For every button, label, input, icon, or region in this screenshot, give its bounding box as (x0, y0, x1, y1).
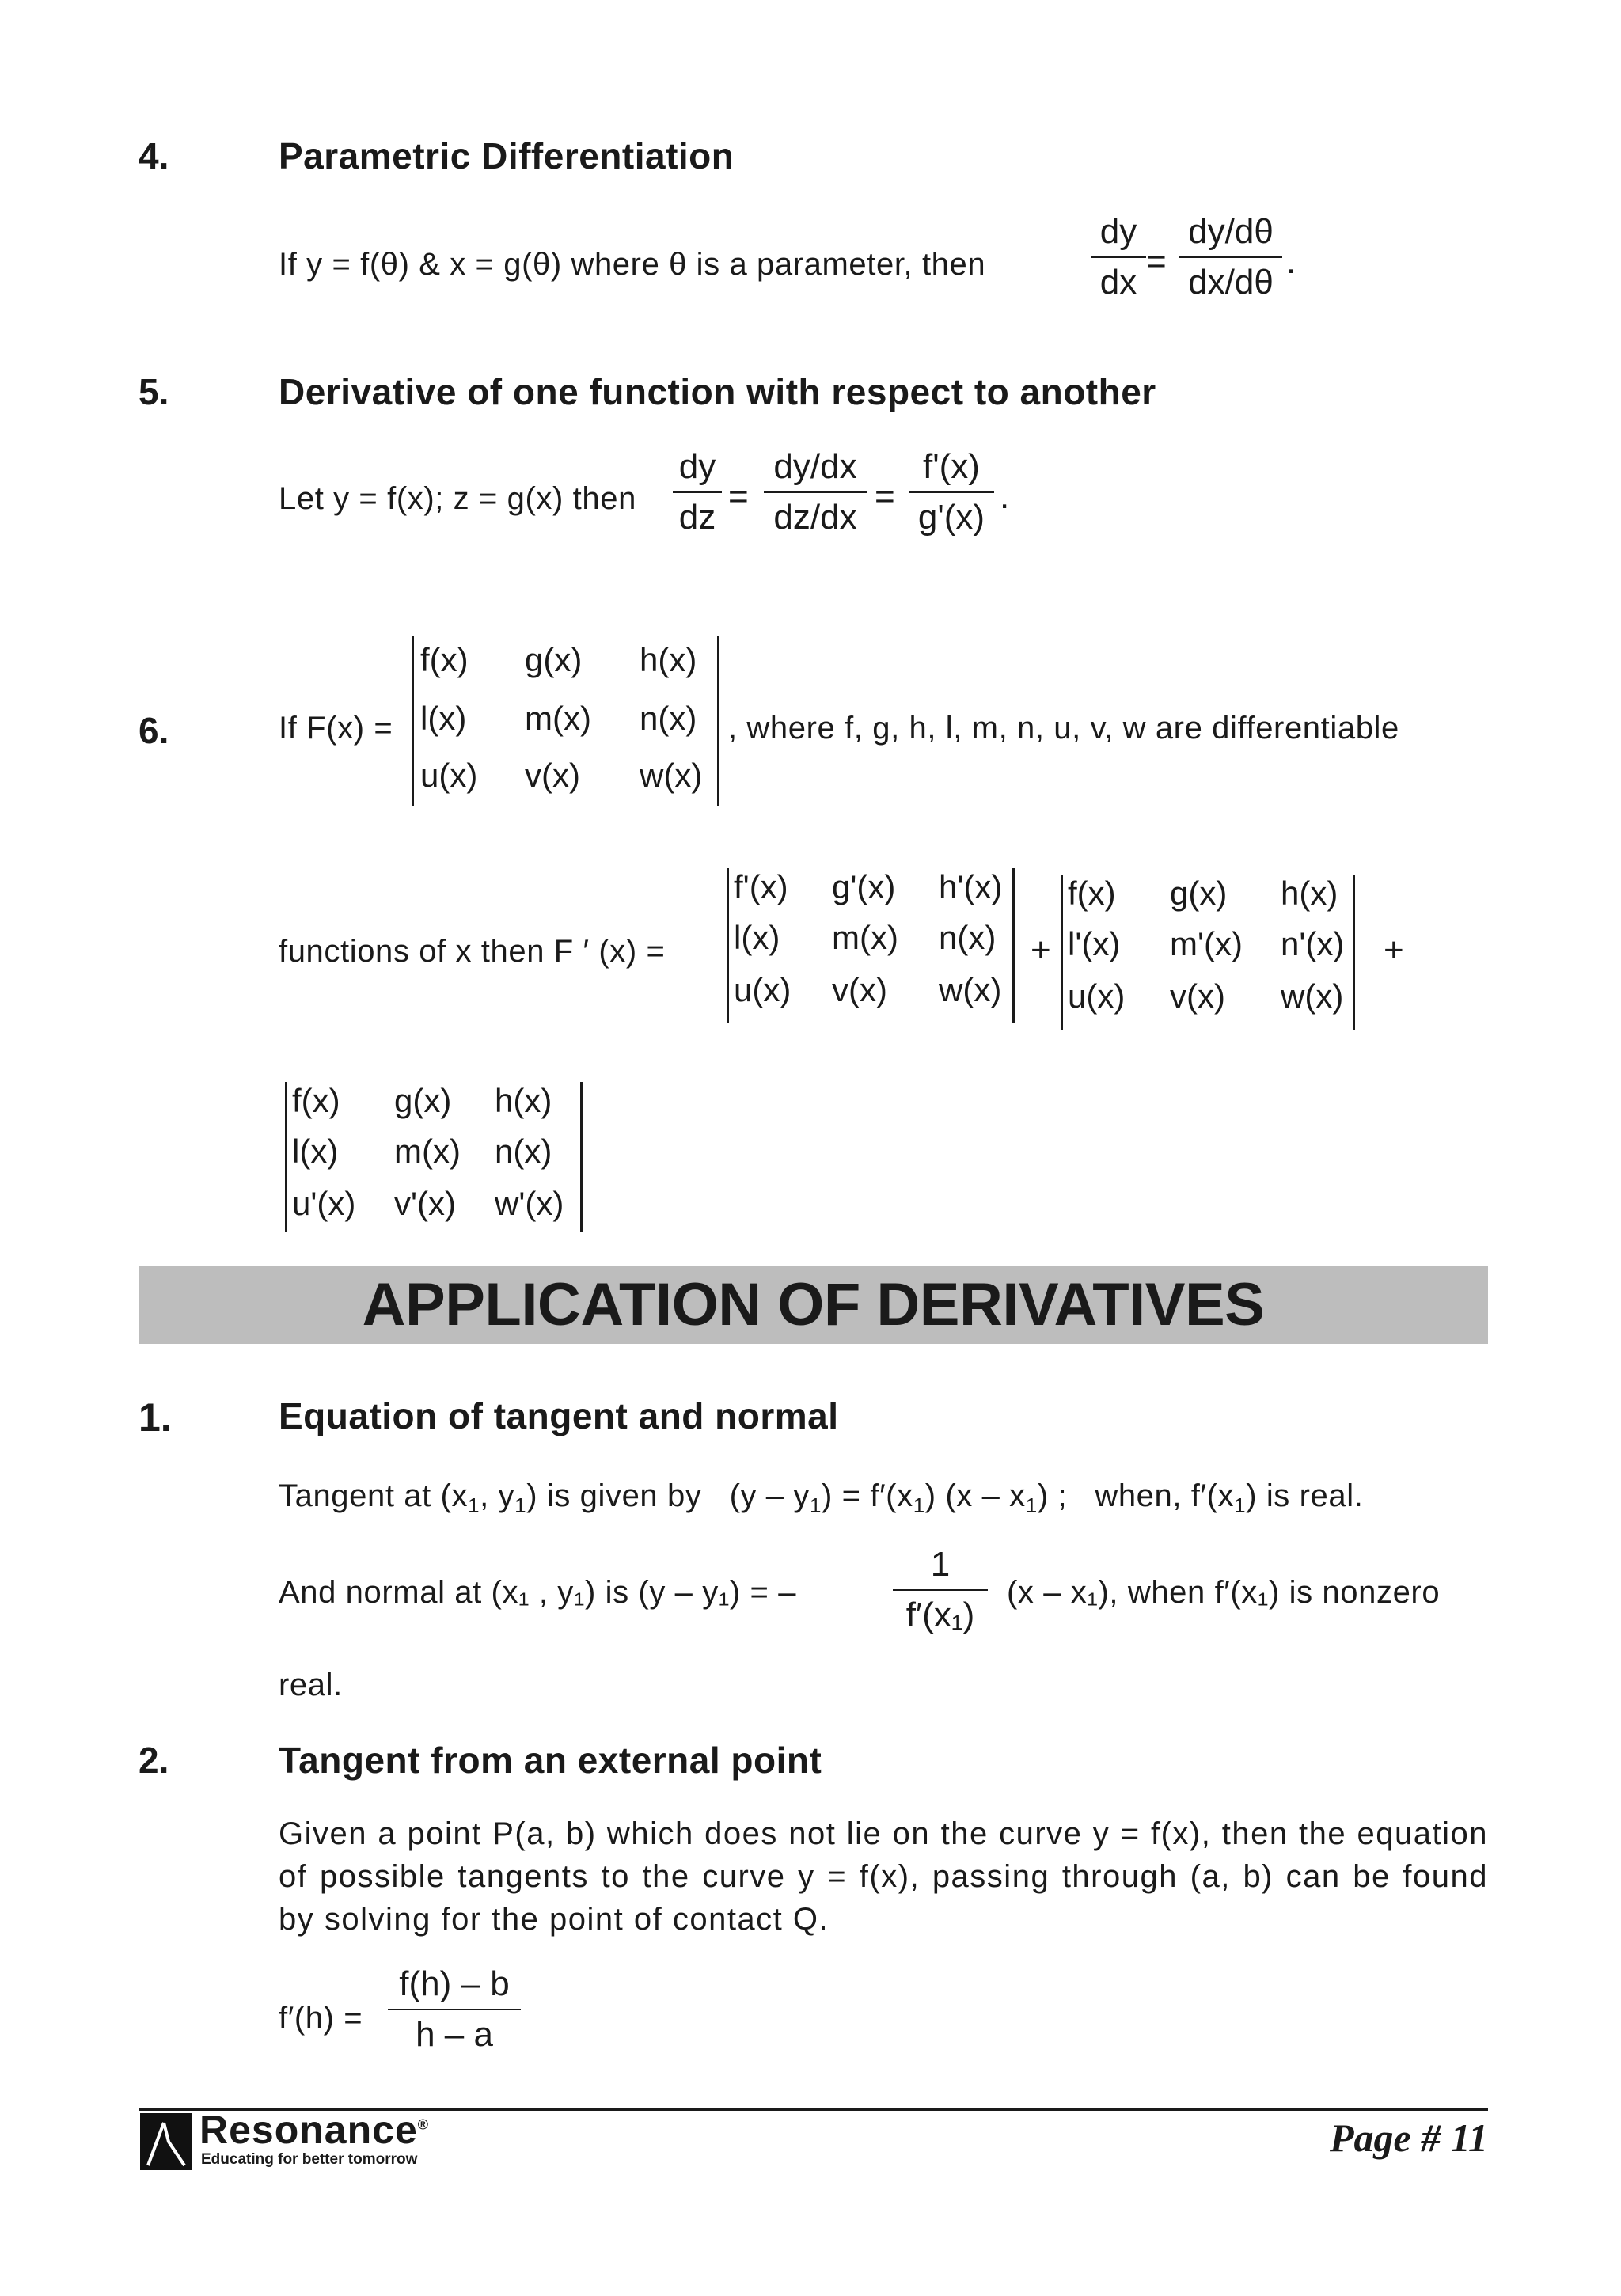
formula-lead: Let y = f(x); z = g(x) then (279, 481, 636, 516)
fraction (1179, 212, 1282, 302)
numerator: dy/dθ (1188, 212, 1274, 251)
determinant-cell: m'(x) (1170, 925, 1243, 962)
determinant (1061, 875, 1355, 1030)
registered-mark: ® (417, 2116, 430, 2133)
numerator: f'(x) (923, 447, 980, 486)
section-number: 1. (139, 1395, 172, 1440)
period: . (1000, 477, 1010, 516)
denominator: dx/dθ (1179, 256, 1282, 302)
numerator: 1 (930, 1545, 951, 1584)
determinant-cell: v(x) (832, 971, 887, 1008)
section-number: 4. (139, 135, 169, 176)
brand-name (199, 2107, 429, 2153)
tangent-formula: Tangent at ($x_1$, $y_1$) is given by $(y - y_1) = f'(x_1)$ $(x - x_1)$ ; when, $f'(x_1)$ is real. (279, 1478, 1364, 1517)
determinant-cell: g(x) (394, 1082, 452, 1119)
fraction (388, 1964, 521, 2055)
denominator: dx (1091, 256, 1146, 302)
determinant-cell: m(x) (525, 700, 591, 737)
determinant-cell: g'(x) (832, 868, 896, 905)
equals-sign: = (1146, 242, 1167, 281)
brand-tagline: Educating for better tomorrow (201, 2151, 418, 2168)
determinant-cell: n'(x) (1281, 925, 1345, 962)
section-number: 6. (139, 710, 169, 751)
equals-sign: = (875, 477, 895, 516)
brand-text: Resonance (199, 2108, 418, 2152)
plus-sign: + (1031, 931, 1051, 970)
formula-lead: If F(x) = (279, 711, 393, 746)
fraction (909, 447, 994, 537)
fraction (893, 1545, 988, 1635)
determinant-cell: v(x) (525, 757, 580, 794)
determinant-cell: m(x) (832, 919, 898, 956)
paragraph: Given a point P(a, b) which does not lie on the curve y = f(x), then the equation of possible tangents to the curve y = f(x), passing through (a, b) can be found by solving for the point of contact Q. (279, 1816, 1488, 1937)
section-title: Parametric Differentiation (279, 135, 735, 176)
normal-lead: And normal at (x₁ , y₁) is (y – y₁) = – (279, 1575, 797, 1610)
denominator: f′(x₁) (893, 1589, 988, 1635)
section-banner: APPLICATION OF DERIVATIVES (139, 1266, 1488, 1344)
determinant-cell: w(x) (939, 971, 1002, 1008)
formula-lead: functions of x then F ′ (x) = (279, 934, 666, 969)
determinant-cell: l(x) (292, 1133, 339, 1170)
determinant-cell: w(x) (640, 757, 703, 794)
section-title: Tangent from an external point (279, 1740, 822, 1781)
determinant-cell: u(x) (420, 757, 478, 794)
fraction (764, 447, 867, 537)
numerator: f(h) – b (399, 1964, 510, 2003)
determinant-cell: g(x) (525, 641, 583, 678)
determinant-cell: l(x) (734, 919, 780, 956)
section-number: 5. (139, 371, 169, 412)
logo-icon (140, 2113, 192, 2170)
determinant-cell: m(x) (394, 1133, 461, 1170)
formula-lead: f′(h) = (279, 2001, 363, 2036)
denominator: dz (673, 491, 722, 537)
determinant-cell: u(x) (1068, 977, 1126, 1015)
section-number: 2. (139, 1740, 169, 1781)
formula-trail: , where f, g, h, l, m, n, u, v, w are differentiable (728, 711, 1399, 746)
determinant-cell: w'(x) (495, 1185, 564, 1222)
fraction (673, 447, 722, 537)
determinant-cell: n(x) (495, 1133, 552, 1170)
equals-sign: = (728, 477, 749, 516)
denominator: h – a (388, 2009, 521, 2055)
determinant-cell: h(x) (640, 641, 697, 678)
fraction (1091, 212, 1146, 302)
numerator: dy/dx (773, 447, 857, 486)
determinant-cell: n(x) (939, 919, 997, 956)
numerator: dy (1099, 212, 1137, 251)
determinant-cell: f'(x) (734, 868, 788, 905)
determinant-cell: f(x) (420, 641, 469, 678)
determinant-cell: l'(x) (1068, 925, 1121, 962)
section-title: Derivative of one function with respect to another (279, 371, 1156, 412)
formula-lead: If y = f(θ) & x = g(θ) where θ is a parameter, then (279, 247, 986, 282)
determinant-cell: u'(x) (292, 1185, 356, 1222)
determinant (285, 1082, 583, 1232)
normal-end: real. (279, 1668, 343, 1702)
determinant (727, 868, 1015, 1023)
determinant-cell: v'(x) (394, 1185, 456, 1222)
determinant-cell: w(x) (1281, 977, 1344, 1015)
denominator: g'(x) (909, 491, 994, 537)
numerator: dy (678, 447, 716, 486)
determinant-cell: n(x) (640, 700, 697, 737)
determinant-cell: f(x) (1068, 875, 1116, 912)
determinant-cell: h(x) (495, 1082, 552, 1119)
determinant-cell: h(x) (1281, 875, 1338, 912)
determinant-cell: g(x) (1170, 875, 1228, 912)
determinant-cell: u(x) (734, 971, 792, 1008)
period: . (1286, 242, 1296, 281)
determinant-cell: v(x) (1170, 977, 1225, 1015)
determinant (412, 636, 719, 806)
determinant-cell: l(x) (420, 700, 467, 737)
section-title: Equation of tangent and normal (279, 1395, 839, 1436)
determinant-cell: h'(x) (939, 868, 1003, 905)
plus-sign: + (1384, 931, 1404, 970)
denominator: dz/dx (764, 491, 867, 537)
page-number: Page # 11 (1330, 2116, 1488, 2160)
determinant-cell: f(x) (292, 1082, 340, 1119)
normal-trail: (x – x₁), when f′(x₁) is nonzero (1007, 1575, 1441, 1610)
